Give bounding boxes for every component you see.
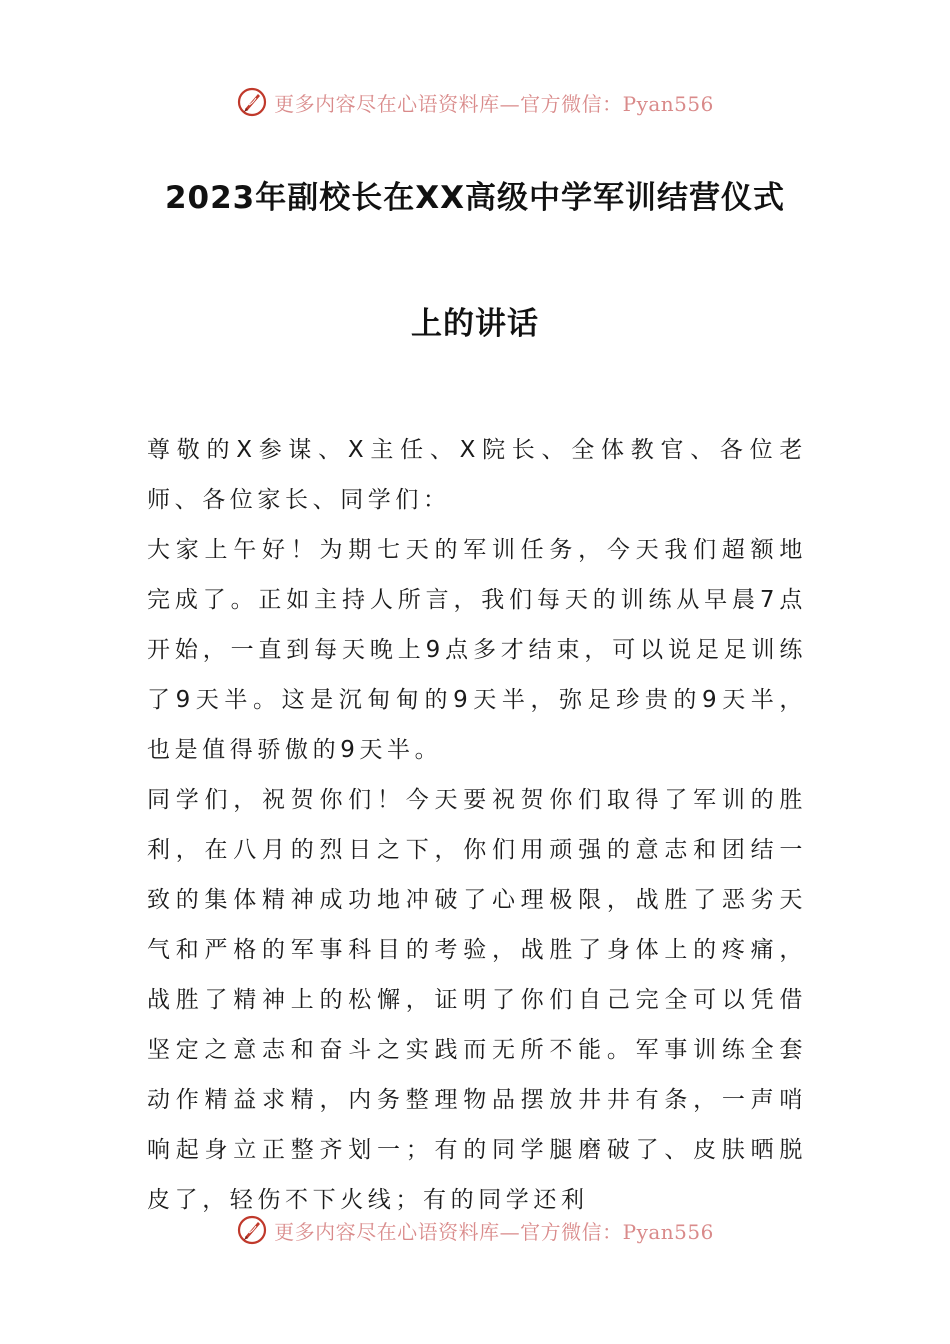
footer-watermark-banner (0, 1210, 950, 1250)
quill-pen-logo-icon (236, 86, 268, 118)
header-watermark-banner (0, 82, 950, 122)
paragraph-congratulations: 同学们，祝贺你们！今天要祝贺你们取得了军训的胜利，在八月的烈日之下，你们用顽强的意志和团结一致的集体精神成功地冲破了心理极限，战胜了恶劣天气和严格的军事科目的考验，战胜了身体上的疼痛，战胜了精神上的松懈，证明了你们自己完全可以凭借坚定之意志和奋斗之实践而无所不能。军事训练全套动作精益求精，内务整理物品摆放井井有条，一声哨响起身立正整齐划一；有的同学腿磨破了、皮肤晒脱皮了，轻伤不下火线；有的同学还利 (147, 787, 807, 1213)
document-title-line-2: 上的讲话 (411, 306, 539, 342)
footer-watermark-text: 更多内容尽在心语资料库—官方微信：Pyan556 (274, 1219, 714, 1244)
document-body (147, 425, 807, 1225)
quill-pen-logo-icon (236, 1214, 268, 1246)
paragraph-salutation: 尊敬的X参谋、X主任、X院长、全体教官、各位老师、各位家长、同学们： (147, 437, 807, 513)
header-watermark-text: 更多内容尽在心语资料库—官方微信：Pyan556 (274, 91, 714, 116)
document-title-line-1: 2023年副校长在XX高级中学军训结营仪式 (164, 180, 786, 216)
paragraph-greeting: 大家上午好！为期七天的军训任务，今天我们超额地完成了。正如主持人所言，我们每天的训练从早晨7点开始，一直到每天晚上9点多才结束，可以说足足训练了9天半。这是沉甸甸的9天半，弥足珍贵的9天半，也是值得骄傲的9天半。 (147, 537, 807, 763)
